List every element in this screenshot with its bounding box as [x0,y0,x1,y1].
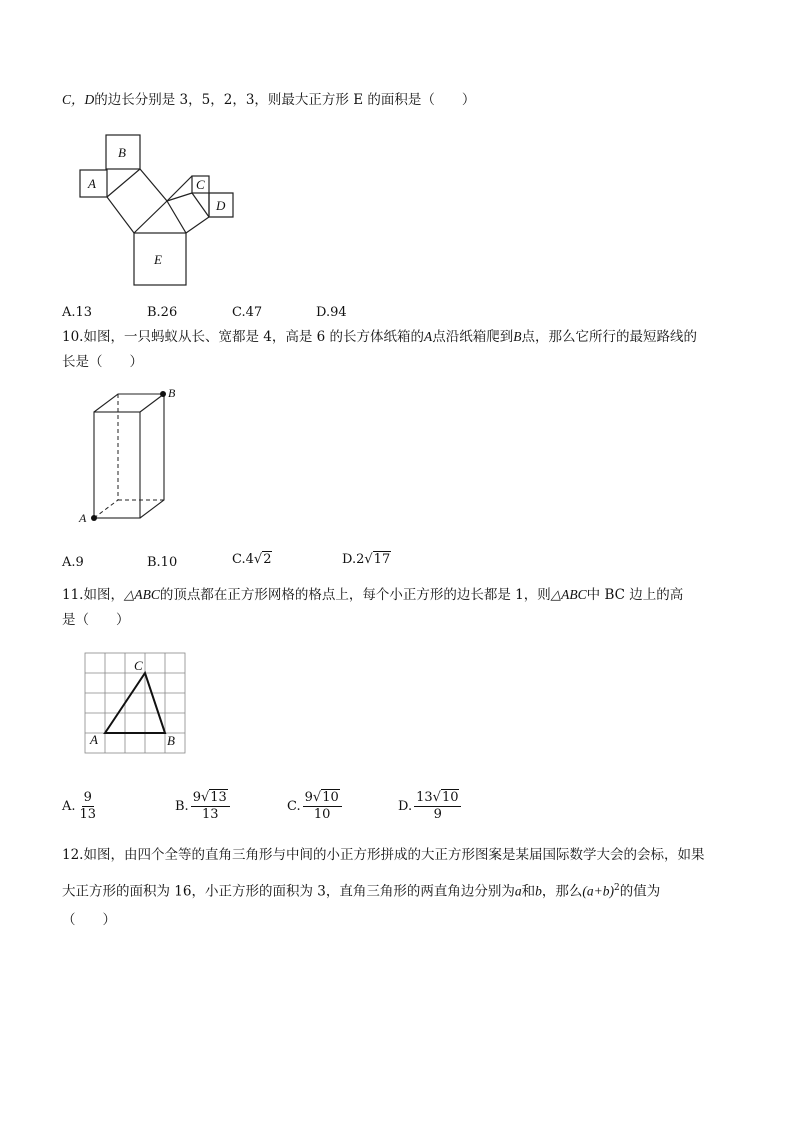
q12-number: 12. [62,847,84,863]
q9-left-square [107,169,167,233]
q9-option-b[interactable]: B.26 [147,305,178,320]
q9-stem-vars: C，D [62,92,95,107]
q10-point-a [91,515,97,521]
q11-option-c[interactable]: C. $\frac{9√10}{10}$ [287,790,342,823]
q11-label-a: A [90,732,98,747]
q11-stem-line2: 是（ ） [62,612,130,628]
q10-stem-part2: 点沿纸箱爬到 [432,329,514,345]
q10-label-b: B [168,386,176,400]
q12-expression: (a+b) [582,883,614,899]
q10-label-a: A [79,511,87,525]
q10-stem-part1: 如图，一只蚂蚁从长、宽都是 4，高是 6 的长方体纸箱的 [83,329,425,345]
q10-option-b[interactable]: B.10 [147,555,178,570]
q10-option-c[interactable]: C.4√2 [232,552,272,567]
q10-var-b: B [513,329,522,344]
q12-stem-line1: 12.如图，由四个全等的直角三角形与中间的小正方形拼成的大正方形图案是某届国际数学大会的会标，如果 [62,847,705,863]
q9-option-c[interactable]: C.47 [232,305,263,320]
q11-grid-figure [80,650,190,756]
q11-triangle-symbol: △ABC [123,587,160,602]
q9-label-a: A [88,176,96,191]
q10-var-a: A [424,329,433,344]
q10-cuboid-figure [74,382,184,528]
q9-label-e: E [154,252,162,267]
q9-label-b: B [118,145,126,160]
q11-triangle [105,673,165,733]
q10-option-a[interactable]: A.9 [62,555,84,570]
q11-stem: 11.如图，△ABC的顶点都在正方形网格的格点上，每个小正方形的边长都是 1，则△ABC中 BC 边上的高 [62,587,684,603]
q10-stem-line2: 长是（ ） [62,354,143,370]
q11-option-b[interactable]: B. $\frac{9√13}{13}$ [175,790,230,823]
q11-label-b: B [167,733,175,748]
q9-squares-figure [75,128,245,290]
q12-stem-line2: 大正方形的面积为 16，小正方形的面积为 3，直角三角形的两直角边分别为a和b，那么$(a+b)^2$的值为 [62,883,661,900]
q9-option-d[interactable]: D.94 [316,305,347,320]
q9-label-c: C [196,177,205,192]
q10-point-b [160,391,166,397]
q9-stem-text: 的边长分别是 3，5，2，3，则最大正方形 E 的面积是（ ） [94,92,476,108]
q10-stem [62,327,697,347]
q9-right-square [167,193,209,233]
q11-option-a[interactable]: A. $\frac{9}{13}$ [62,790,97,822]
q9-label-d: D [216,198,226,213]
q11-number: 11. [62,587,84,603]
q10-option-d[interactable]: D.2√17 [342,552,391,567]
q10-number: 10. [62,329,84,345]
q11-option-d[interactable]: D. $\frac{13√10}{9}$ [398,790,461,823]
q9-stem [62,90,475,110]
q10-stem-part3: 点，那么它所行的最短路线的 [521,329,698,345]
q11-label-c: C [134,658,143,673]
q12-stem-line3: （ ） [62,912,116,928]
q9-option-a[interactable]: A.13 [62,305,93,320]
